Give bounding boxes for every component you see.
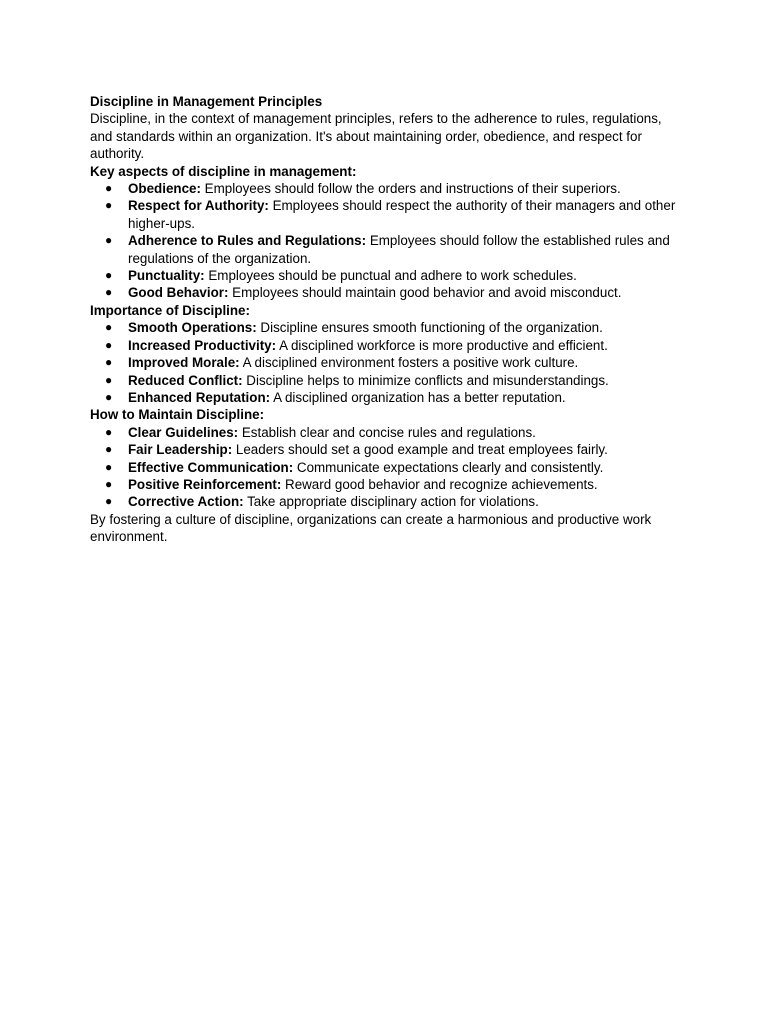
list-item-text: Employees should maintain good behavior and avoid misconduct.	[228, 285, 622, 301]
bullet-icon: ●	[105, 389, 113, 404]
maintain-list	[90, 424, 680, 511]
section-heading-maintain: How to Maintain Discipline:	[90, 407, 265, 423]
list-item-term: Improved Morale:	[128, 355, 240, 371]
bullet-icon: ●	[105, 476, 113, 491]
importance-list	[90, 319, 680, 406]
list-item-text: Employees should follow the orders and instructions of their superiors.	[200, 181, 621, 197]
bullet-icon: ●	[105, 372, 113, 387]
list-item	[90, 441, 680, 458]
list-item	[90, 197, 680, 232]
list-item-text: A disciplined workforce is more productive and efficient.	[276, 337, 608, 353]
list-item	[90, 372, 680, 389]
list-item-term: Effective Communication:	[128, 459, 294, 475]
bullet-icon: ●	[105, 268, 113, 283]
list-item	[90, 424, 680, 441]
conclusion-paragraph: By fostering a culture of discipline, organizations can create a harmonious and productive work environment.	[90, 511, 652, 545]
list-item-text: Employees should respect the authority of their managers and other higher-ups.	[128, 198, 676, 231]
bullet-icon: ●	[105, 320, 113, 335]
list-item-text: Reward good behavior and recognize achievements.	[281, 476, 598, 492]
list-item-text: Leaders should set a good example and treat employees fairly.	[232, 442, 608, 458]
list-item-term: Increased Productivity:	[128, 337, 277, 353]
list-item	[90, 354, 680, 371]
document-page	[90, 93, 680, 546]
bullet-icon: ●	[105, 233, 113, 248]
list-item-term: Adherence to Rules and Regulations:	[128, 233, 367, 249]
list-item-text: Discipline ensures smooth functioning of the organization.	[256, 320, 603, 336]
bullet-icon: ●	[105, 285, 113, 300]
list-item	[90, 389, 680, 406]
section-heading-importance: Importance of Discipline:	[90, 302, 250, 318]
list-item-term: Positive Reinforcement:	[128, 476, 282, 492]
list-item-text: A disciplined environment fosters a positive work culture.	[239, 355, 579, 371]
list-item-term: Good Behavior:	[128, 285, 229, 301]
key-aspects-list	[90, 180, 680, 302]
list-item-text: Employees should follow the established rules and regulations of the organization.	[128, 233, 670, 266]
list-item	[90, 232, 680, 267]
list-item	[90, 476, 680, 493]
document-title: Discipline in Management Principles	[90, 94, 323, 109]
list-item	[90, 284, 680, 301]
bullet-icon: ●	[105, 459, 113, 474]
section-heading-key-aspects: Key aspects of discipline in management:	[90, 163, 357, 179]
list-item-text: A disciplined organization has a better reputation.	[270, 389, 566, 405]
list-item	[90, 180, 680, 197]
bullet-icon: ●	[105, 181, 113, 196]
list-item-text: Communicate expectations clearly and consistently.	[293, 459, 604, 475]
list-item	[90, 267, 680, 284]
bullet-icon: ●	[105, 442, 113, 457]
list-item-term: Punctuality:	[128, 268, 205, 284]
list-item-term: Smooth Operations:	[128, 320, 257, 336]
intro-paragraph: Discipline, in the context of management principles, refers to the adherence to rules, regulations, and standards within an organization. It's about maintaining order, obedience, and respect for authority.	[90, 111, 662, 162]
bullet-icon: ●	[105, 424, 113, 439]
list-item	[90, 337, 680, 354]
list-item-term: Clear Guidelines:	[128, 424, 239, 440]
list-item	[90, 493, 680, 510]
list-item	[90, 459, 680, 476]
list-item-text: Discipline helps to minimize conflicts and misunderstandings.	[242, 372, 609, 388]
list-item	[90, 319, 680, 336]
list-item-text: Employees should be punctual and adhere to work schedules.	[204, 268, 577, 284]
list-item-term: Fair Leadership:	[128, 442, 233, 458]
bullet-icon: ●	[105, 198, 113, 213]
bullet-icon: ●	[105, 494, 113, 509]
list-item-text: Take appropriate disciplinary action for violations.	[243, 494, 539, 510]
list-item-text: Establish clear and concise rules and regulations.	[238, 424, 536, 440]
list-item-term: Corrective Action:	[128, 494, 244, 510]
bullet-icon: ●	[105, 337, 113, 352]
list-item-term: Enhanced Reputation:	[128, 389, 271, 405]
list-item-term: Respect for Authority:	[128, 198, 269, 214]
bullet-icon: ●	[105, 355, 113, 370]
list-item-term: Reduced Conflict:	[128, 372, 243, 388]
list-item-term: Obedience:	[128, 181, 201, 197]
